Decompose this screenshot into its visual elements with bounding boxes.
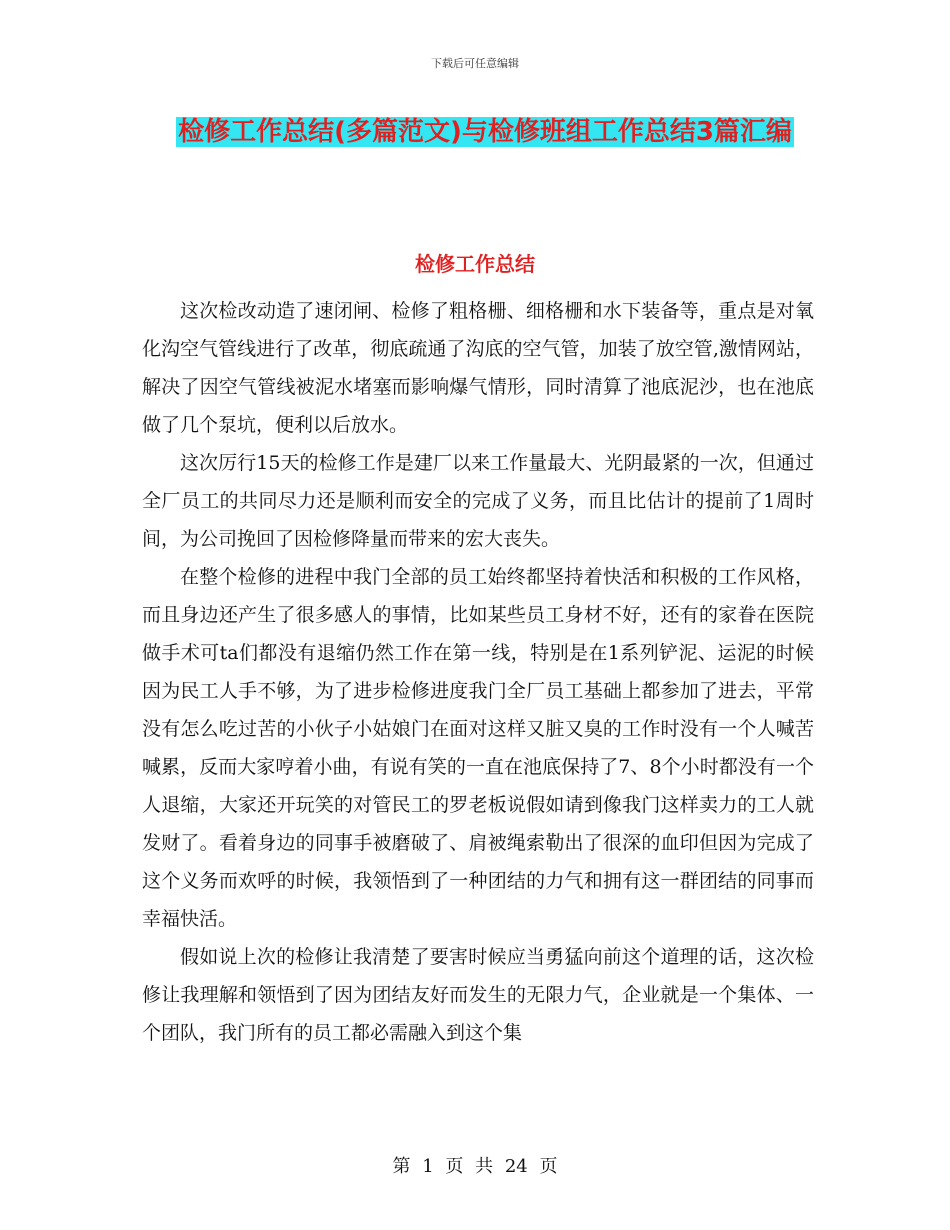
document-title: [140, 110, 830, 155]
paragraph: 这次检改动造了速闭闸、检修了粗格栅、细格栅和水下装备等，重点是对氧化沟空气管线进行了改革，彻底疏通了沟底的空气管，加装了放空管,激情网站，解决了因空气管线被泥水堵塞而影响爆气情形，同时清算了池底泥沙，也在池底做了几个泵坑，便利以后放水。: [142, 300, 814, 436]
paragraph: 在整个检修的进程中我门全部的员工始终都坚持着快活和积极的工作风格，而且身边还产生了很多感人的事情，比如某些员工身材不好，还有的家眷在医院做手术可ta们都没有退缩仍然工作在第一线，特别是在1系列铲泥、运泥的时候因为民工人手不够，为了进步检修进度我门全厂员工基础上都参加了进去，平常没有怎么吃过苦的小伙子小姑娘门在面对这样又脏又臭的工作时没有一个人喊苦喊累，反而大家哼着小曲，有说有笑的一直在池底保持了7、8个小时都没有一个人退缩，大家还开玩笑的对管民工的罗老板说假如请到像我门这样卖力的工人就发财了。看着身边的同事手被磨破了、肩被绳索勒出了很深的血印但因为完成了这个义务而欢呼的时候，我领悟到了一种团结的力气和拥有这一群团结的同事而幸福快活。: [142, 566, 814, 930]
body-text: [142, 292, 814, 1052]
document-title-text: 检修工作总结(多篇范文)与检修班组工作总结3篇汇编: [178, 117, 792, 147]
header-note: 下载后可任意编辑: [431, 57, 519, 70]
section-title: 检修工作总结: [415, 252, 535, 276]
paragraph: 这次厉行15天的检修工作是建厂以来工作量最大、光阴最紧的一次，但通过全厂员工的共同尽力还是顺利而安全的完成了义务，而且比估计的提前了1周时间，为公司挽回了因检修降量而带来的宏大丧失。: [142, 452, 814, 550]
page-footer: 第 1 页 共 24 页: [392, 1156, 558, 1177]
paragraph: 假如说上次的检修让我清楚了要害时候应当勇猛向前这个道理的话，这次检修让我理解和领悟到了因为团结友好而发生的无限力气，企业就是一个集体、一个团队，我门所有的员工都必需融入到这个集: [142, 946, 814, 1044]
